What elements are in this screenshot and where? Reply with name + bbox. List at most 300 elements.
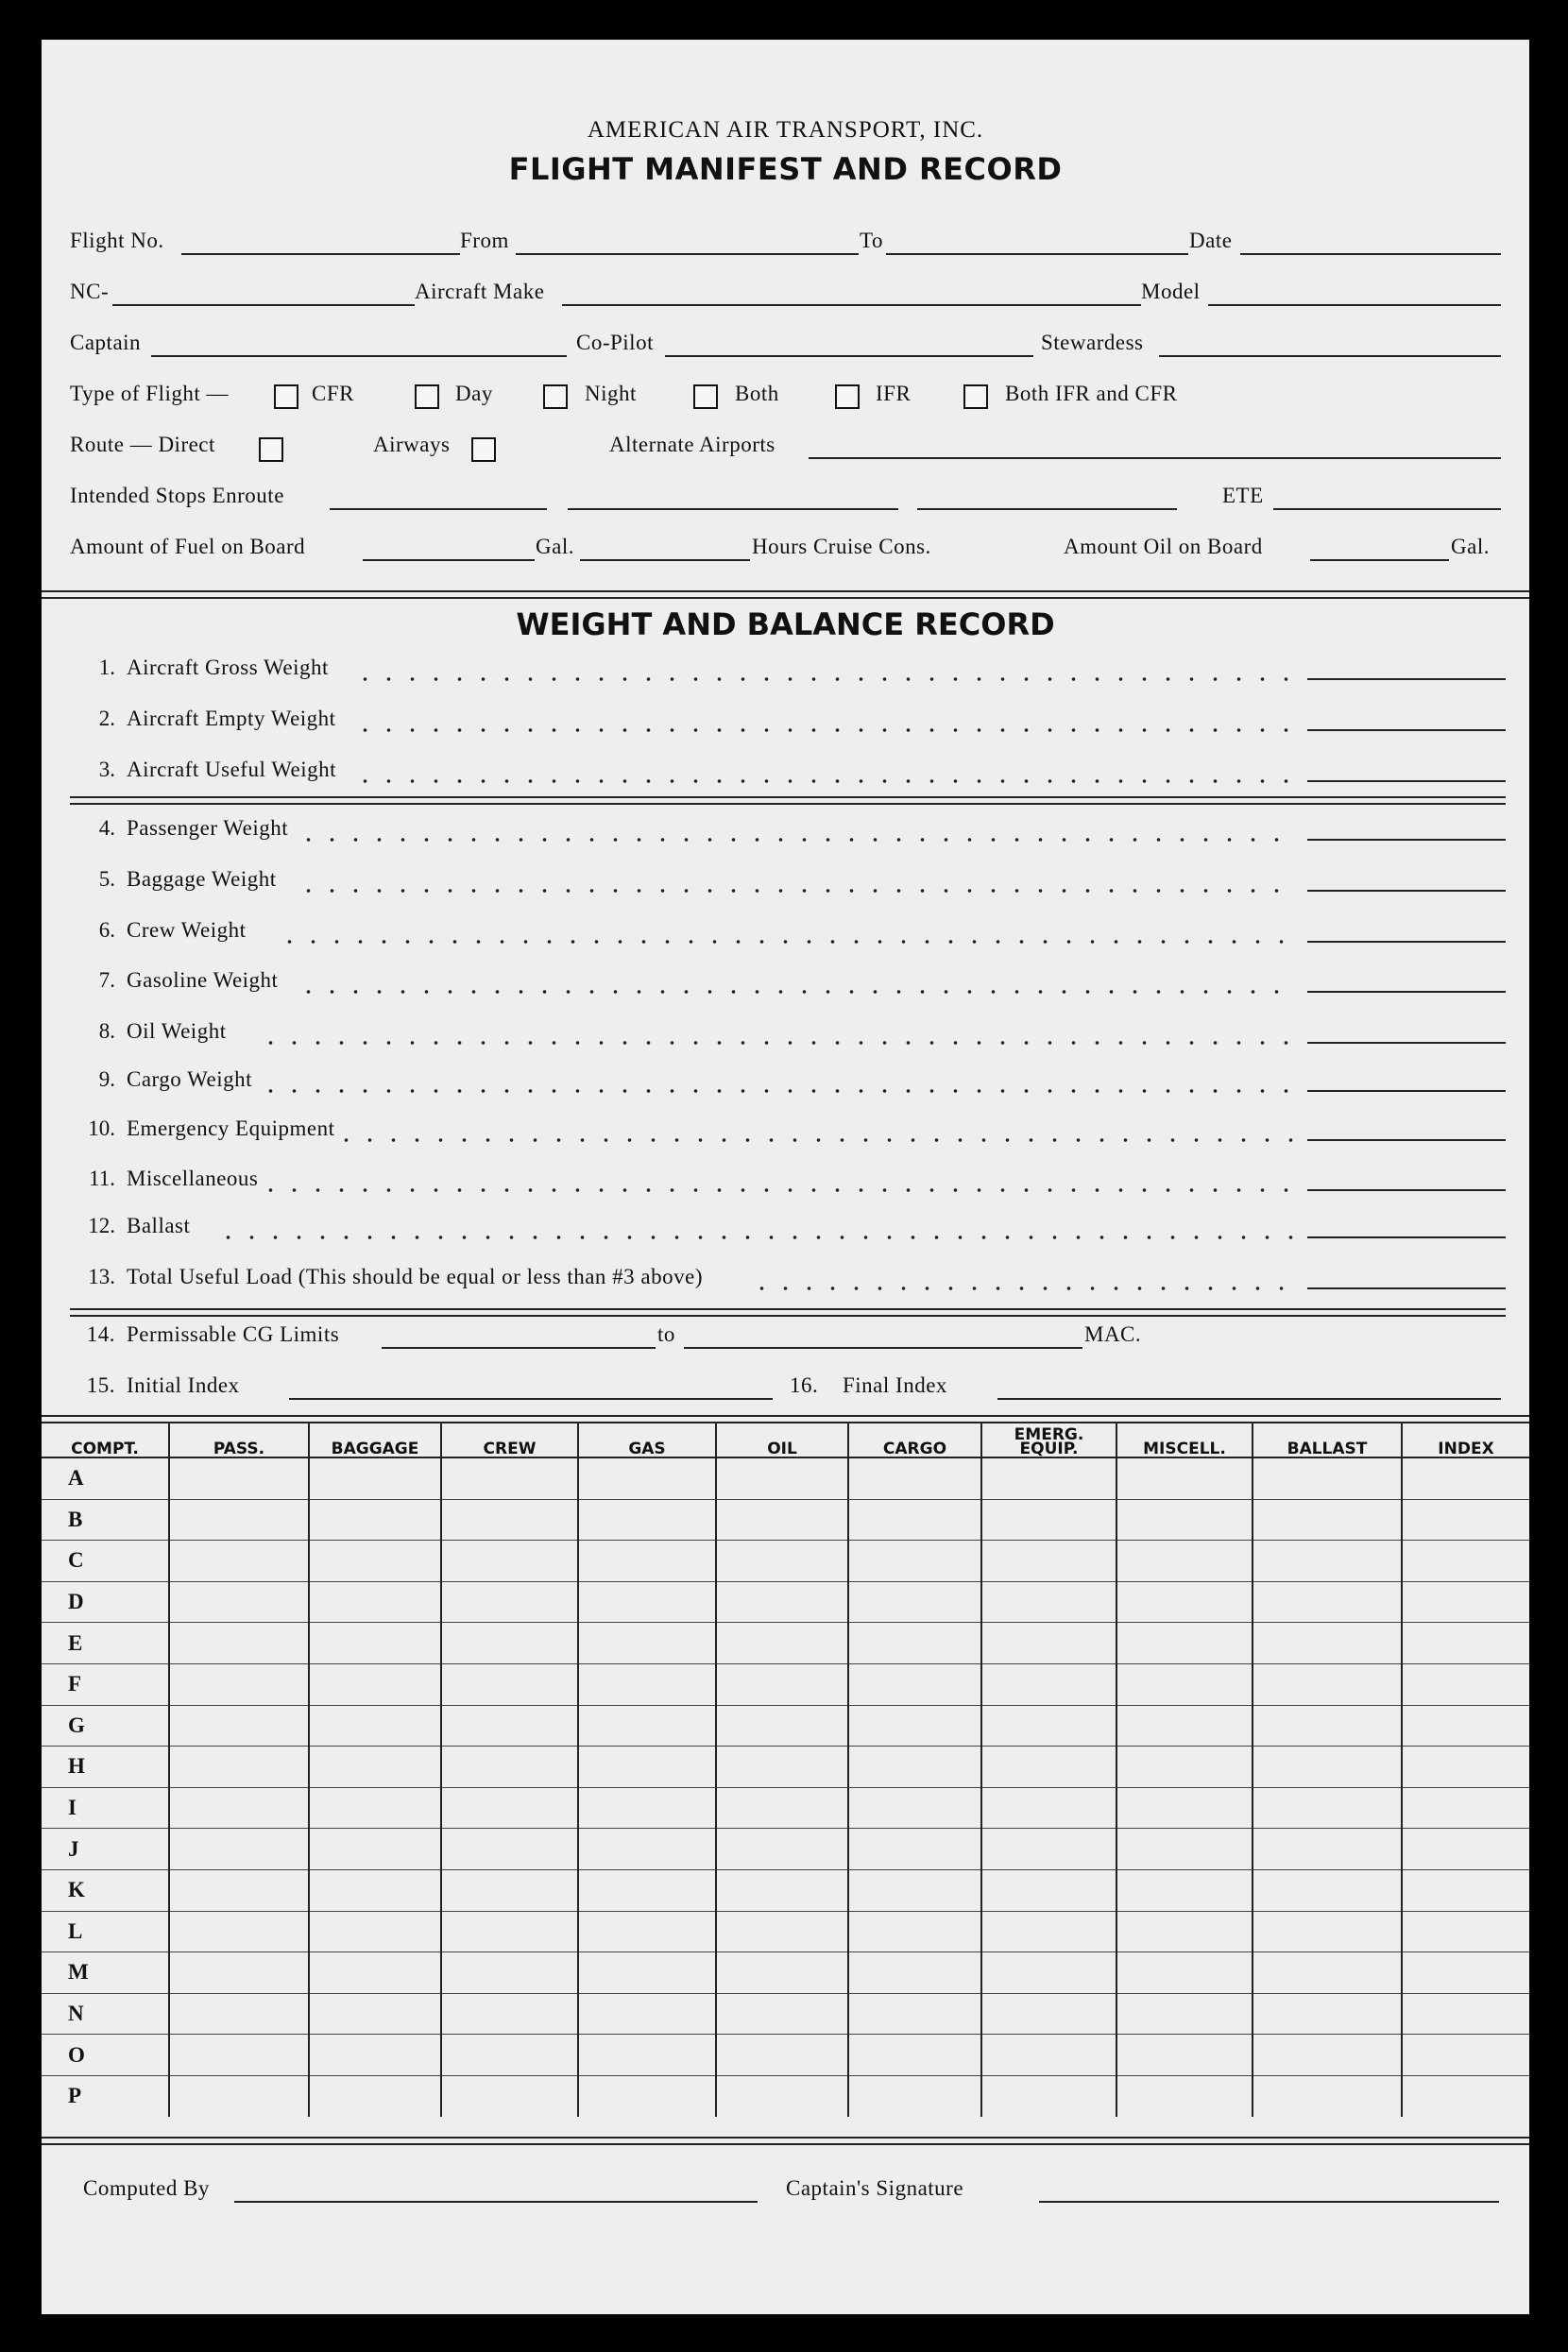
- grid-cell[interactable]: [169, 1952, 309, 1994]
- grid-cell[interactable]: [981, 1829, 1116, 1870]
- grid-cell[interactable]: [309, 1541, 441, 1582]
- grid-cell[interactable]: [169, 1787, 309, 1829]
- grid-col-header: EMERG. EQUIP.: [981, 1423, 1116, 1457]
- wb-row-number: 7.: [98, 968, 115, 992]
- grid-cell[interactable]: [1402, 1499, 1529, 1541]
- grid-col-header: PASS.: [169, 1423, 309, 1457]
- grid-row: [42, 1787, 1529, 1829]
- grid-cell[interactable]: [848, 1581, 981, 1623]
- grid-cell[interactable]: [1402, 1869, 1529, 1911]
- grid-cell[interactable]: [981, 1581, 1116, 1623]
- grid-cell[interactable]: [578, 1663, 716, 1705]
- grid-cell[interactable]: [169, 1911, 309, 1952]
- grid-cell[interactable]: [309, 1787, 441, 1829]
- grid-cell[interactable]: [441, 1787, 578, 1829]
- grid-row: [42, 2035, 1529, 2076]
- grid-cell[interactable]: [1402, 1911, 1529, 1952]
- grid-cell[interactable]: [309, 1663, 441, 1705]
- grid-cell[interactable]: [1253, 2075, 1402, 2116]
- grid-cell[interactable]: [1253, 1829, 1402, 1870]
- grid-cell[interactable]: [716, 1993, 848, 2035]
- wb-answer-field[interactable]: [1307, 941, 1506, 943]
- grid-cell[interactable]: [309, 2035, 441, 2076]
- grid-cell[interactable]: [169, 1623, 309, 1664]
- final-index-field[interactable]: [997, 1398, 1501, 1400]
- grid-row: [42, 1499, 1529, 1541]
- grid-cell[interactable]: [716, 2035, 848, 2076]
- cg-limits-row: [70, 1322, 1501, 1355]
- dot-leader: [259, 1187, 1298, 1193]
- cfr-checkbox[interactable]: [274, 384, 298, 409]
- grid-cell[interactable]: [848, 1911, 981, 1952]
- grid-row: [42, 1829, 1529, 1870]
- grid-cell[interactable]: [441, 1623, 578, 1664]
- grid-cell[interactable]: [441, 1541, 578, 1582]
- grid-cell[interactable]: [169, 2035, 309, 2076]
- wb-answer-field[interactable]: [1307, 1042, 1506, 1044]
- night-label: Night: [585, 382, 637, 405]
- grid-row: [42, 1952, 1529, 1994]
- wb-row: [70, 1167, 1506, 1201]
- grid-cell[interactable]: [1253, 1457, 1402, 1499]
- wb-row-label: Total Useful Load (This should be equal or less than #3 above): [127, 1265, 703, 1288]
- grid-cell[interactable]: [1253, 1787, 1402, 1829]
- grid-cell[interactable]: [1253, 1581, 1402, 1623]
- grid-row: [42, 1747, 1529, 1788]
- grid-cell[interactable]: [716, 1499, 848, 1541]
- index-row: [70, 1373, 1501, 1406]
- grid-cell[interactable]: [578, 1581, 716, 1623]
- alternate-airports-field[interactable]: [809, 457, 1501, 459]
- captain-signature-label: Captain's Signature: [786, 2176, 964, 2200]
- grid-cell[interactable]: [309, 1705, 441, 1747]
- aircraft-row: [70, 280, 1501, 312]
- grid-cell[interactable]: [1116, 2075, 1253, 2116]
- grid-cell[interactable]: [1253, 1541, 1402, 1582]
- wb-row-label: Aircraft Useful Weight: [127, 758, 337, 781]
- grid-cell[interactable]: [848, 2035, 981, 2076]
- grid-cell[interactable]: [1116, 1663, 1253, 1705]
- fuel-on-board-label: Amount of Fuel on Board: [70, 535, 306, 558]
- grid-cell[interactable]: [848, 1993, 981, 2035]
- initial-index-num: 15.: [86, 1373, 115, 1397]
- wb-answer-field[interactable]: [1307, 991, 1506, 993]
- grid-col-header: MISCELL.: [1116, 1423, 1253, 1457]
- grid-cell[interactable]: [716, 1829, 848, 1870]
- grid-cell[interactable]: [1116, 1581, 1253, 1623]
- grid-cell[interactable]: [169, 1869, 309, 1911]
- dot-leader: [216, 1235, 1298, 1240]
- grid-cell[interactable]: [169, 1993, 309, 2035]
- grid-cell[interactable]: [441, 1952, 578, 1994]
- wb-row-label: Gasoline Weight: [127, 968, 279, 992]
- grid-col-header: COMPT.: [42, 1423, 169, 1457]
- grid-cell[interactable]: [981, 2075, 1116, 2116]
- grid-cell[interactable]: [716, 1623, 848, 1664]
- grid-cell[interactable]: [848, 1952, 981, 1994]
- form-title: FLIGHT MANIFEST AND RECORD: [508, 151, 1063, 187]
- wb-row: [70, 1116, 1506, 1150]
- grid-cell[interactable]: [578, 1623, 716, 1664]
- grid-cell[interactable]: [1116, 1457, 1253, 1499]
- grid-cell[interactable]: [1116, 1787, 1253, 1829]
- wb-row-number: 12.: [88, 1214, 115, 1237]
- grid-cell[interactable]: [1402, 1541, 1529, 1582]
- stops-row: [70, 484, 1501, 516]
- oil-field[interactable]: [1310, 559, 1449, 561]
- wb-answer-field[interactable]: [1307, 1189, 1506, 1191]
- grid-cell[interactable]: [716, 1457, 848, 1499]
- co-pilot-field[interactable]: [665, 355, 1033, 357]
- grid-cell[interactable]: [848, 1499, 981, 1541]
- grid-cell[interactable]: [441, 2035, 578, 2076]
- grid-cell[interactable]: [981, 1787, 1116, 1829]
- wb-row-number: 8.: [98, 1019, 115, 1043]
- wb-row-label: Emergency Equipment: [127, 1116, 335, 1140]
- wb-row: [70, 758, 1506, 792]
- grid-cell[interactable]: [716, 1541, 848, 1582]
- grid-cell[interactable]: [309, 1457, 441, 1499]
- initial-index-label: Initial Index: [127, 1373, 240, 1397]
- grid-cell[interactable]: [309, 1623, 441, 1664]
- stewardess-label: Stewardess: [1041, 331, 1144, 354]
- from-field[interactable]: [516, 253, 859, 255]
- wb-row: [70, 968, 1506, 1002]
- grid-cell[interactable]: [1253, 1993, 1402, 2035]
- grid-cell[interactable]: [1253, 1911, 1402, 1952]
- model-field[interactable]: [1208, 304, 1501, 306]
- grid-cell[interactable]: [578, 2035, 716, 2076]
- weight-balance-title: WEIGHT AND BALANCE RECORD: [516, 606, 1055, 642]
- grid-cell[interactable]: [1116, 1869, 1253, 1911]
- grid-cell[interactable]: [1253, 1705, 1402, 1747]
- grid-cell[interactable]: [1116, 1993, 1253, 2035]
- grid-cell[interactable]: [309, 2075, 441, 2116]
- ete-field[interactable]: [1273, 508, 1501, 510]
- ifr-label: IFR: [876, 382, 912, 405]
- wb-row: [70, 1067, 1506, 1101]
- grid-cell[interactable]: [309, 1747, 441, 1788]
- grid-cell[interactable]: [441, 1747, 578, 1788]
- grid-cell[interactable]: [441, 1499, 578, 1541]
- grid-cell[interactable]: [1116, 1747, 1253, 1788]
- grid-cell[interactable]: [169, 2075, 309, 2116]
- grid-cell[interactable]: [169, 1663, 309, 1705]
- grid-cell[interactable]: [309, 1952, 441, 1994]
- wb-answer-field[interactable]: [1307, 1139, 1506, 1141]
- grid-cell[interactable]: [578, 1705, 716, 1747]
- stewardess-field[interactable]: [1159, 355, 1501, 357]
- grid-cell[interactable]: [716, 1663, 848, 1705]
- grid-col-header: CREW: [441, 1423, 578, 1457]
- grid-cell[interactable]: [578, 1457, 716, 1499]
- grid-cell[interactable]: [1253, 1623, 1402, 1664]
- compartment-label: G: [42, 1705, 169, 1747]
- grid-row: [42, 1705, 1529, 1747]
- oil-on-board-label: Amount Oil on Board: [1064, 535, 1263, 558]
- grid-cell[interactable]: [1116, 1499, 1253, 1541]
- wb-answer-field[interactable]: [1307, 890, 1506, 892]
- aircraft-make-field[interactable]: [562, 304, 1141, 306]
- wb-answer-field[interactable]: [1307, 1090, 1506, 1092]
- grid-cell[interactable]: [848, 2075, 981, 2116]
- grid-cell[interactable]: [578, 1499, 716, 1541]
- grid-cell[interactable]: [1116, 1705, 1253, 1747]
- aircraft-make-label: Aircraft Make: [415, 280, 545, 303]
- grid-row: [42, 1993, 1529, 2035]
- grid-cell[interactable]: [716, 1869, 848, 1911]
- grid-cell[interactable]: [309, 1829, 441, 1870]
- grid-cell[interactable]: [1116, 2035, 1253, 2076]
- grid-cell[interactable]: [716, 1787, 848, 1829]
- grid-col-header: BALLAST: [1253, 1423, 1402, 1457]
- grid-cell[interactable]: [1253, 1747, 1402, 1788]
- wb-row-label: Cargo Weight: [127, 1067, 252, 1091]
- night-checkbox[interactable]: [543, 384, 568, 409]
- grid-cell[interactable]: [1253, 2035, 1402, 2076]
- ifr-checkbox[interactable]: [835, 384, 860, 409]
- grid-cell[interactable]: [848, 1747, 981, 1788]
- grid-cell[interactable]: [1402, 1663, 1529, 1705]
- grid-cell[interactable]: [578, 1829, 716, 1870]
- grid-cell[interactable]: [578, 1787, 716, 1829]
- grid-cell[interactable]: [1402, 2035, 1529, 2076]
- grid-cell[interactable]: [1402, 2075, 1529, 2116]
- nc-field[interactable]: [112, 304, 415, 306]
- grid-cell[interactable]: [1402, 1581, 1529, 1623]
- both-ifr-cfr-checkbox[interactable]: [963, 384, 988, 409]
- route-direct-label: Route — Direct: [70, 433, 215, 456]
- dot-leader: [297, 989, 1298, 995]
- grid-cell[interactable]: [848, 1705, 981, 1747]
- grid-cell[interactable]: [848, 1869, 981, 1911]
- to-field[interactable]: [886, 253, 1188, 255]
- flight-no-field[interactable]: [181, 253, 460, 255]
- grid-cell[interactable]: [848, 1457, 981, 1499]
- grid-cell[interactable]: [1402, 1787, 1529, 1829]
- grid-cell[interactable]: [1402, 1829, 1529, 1870]
- grid-cell[interactable]: [1253, 1499, 1402, 1541]
- intended-stops-label: Intended Stops Enroute: [70, 484, 284, 507]
- flight-type-row: [70, 382, 1501, 414]
- grid-cell[interactable]: [169, 1705, 309, 1747]
- day-label: Day: [455, 382, 493, 405]
- stop-field-3[interactable]: [917, 508, 1177, 510]
- compartment-grid: [42, 1423, 1529, 2117]
- grid-row: [42, 1911, 1529, 1952]
- grid-cell[interactable]: [309, 1911, 441, 1952]
- wb-row-number: 11.: [89, 1167, 115, 1190]
- stop-field-2[interactable]: [568, 508, 898, 510]
- dot-leader: [353, 676, 1298, 682]
- wb-row: [70, 1214, 1506, 1248]
- compartment-label: K: [42, 1869, 169, 1911]
- ete-label: ETE: [1222, 484, 1264, 507]
- wb-answer-field[interactable]: [1307, 678, 1506, 680]
- grid-row: [42, 2075, 1529, 2116]
- grid-cell[interactable]: [981, 1663, 1116, 1705]
- wb-answer-field[interactable]: [1307, 839, 1506, 841]
- grid-cell[interactable]: [441, 1705, 578, 1747]
- cg-to-field[interactable]: [684, 1347, 1082, 1349]
- grid-cell[interactable]: [309, 1499, 441, 1541]
- grid-cell[interactable]: [441, 1663, 578, 1705]
- initial-index-field[interactable]: [289, 1398, 773, 1400]
- grid-cell[interactable]: [169, 1747, 309, 1788]
- wb-row: [70, 918, 1506, 952]
- compartment-label: D: [42, 1581, 169, 1623]
- dot-leader: [259, 1088, 1298, 1094]
- grid-cell[interactable]: [981, 1499, 1116, 1541]
- compartment-label: O: [42, 2035, 169, 2076]
- grid-cell[interactable]: [1253, 1869, 1402, 1911]
- wb-answer-field[interactable]: [1307, 729, 1506, 731]
- grid-cell[interactable]: [981, 1705, 1116, 1747]
- grid-cell[interactable]: [1402, 1705, 1529, 1747]
- dot-leader: [353, 778, 1298, 784]
- grid-cell[interactable]: [1253, 1952, 1402, 1994]
- dot-leader: [297, 888, 1298, 894]
- grid-cell[interactable]: [716, 1581, 848, 1623]
- grid-row: [42, 1663, 1529, 1705]
- wb-row: [70, 867, 1506, 901]
- airways-checkbox[interactable]: [471, 437, 496, 462]
- grid-cell[interactable]: [309, 1869, 441, 1911]
- grid-cell[interactable]: [1402, 1457, 1529, 1499]
- grid-cell[interactable]: [1402, 1747, 1529, 1788]
- date-label: Date: [1189, 229, 1233, 252]
- grid-cell[interactable]: [578, 1869, 716, 1911]
- grid-row: [42, 1581, 1529, 1623]
- grid-cell[interactable]: [169, 1541, 309, 1582]
- grid-cell[interactable]: [981, 2035, 1116, 2076]
- grid-cell[interactable]: [578, 1911, 716, 1952]
- grid-cell[interactable]: [169, 1457, 309, 1499]
- wb-row-number: 5.: [98, 867, 115, 891]
- wb-answer-field[interactable]: [1307, 1287, 1506, 1289]
- wb-row-number: 10.: [88, 1116, 115, 1140]
- grid-cell[interactable]: [1253, 1663, 1402, 1705]
- computed-by-field[interactable]: [234, 2201, 758, 2203]
- captain-field[interactable]: [151, 355, 567, 357]
- grid-cell[interactable]: [981, 1952, 1116, 1994]
- grid-cell[interactable]: [1116, 1829, 1253, 1870]
- grid-cell[interactable]: [981, 1623, 1116, 1664]
- hours-cruise-label: Hours Cruise Cons.: [752, 535, 931, 558]
- grid-cell[interactable]: [441, 2075, 578, 2116]
- grid-cell[interactable]: [309, 1993, 441, 2035]
- grid-cell[interactable]: [441, 1829, 578, 1870]
- grid-col-header: BAGGAGE: [309, 1423, 441, 1457]
- grid-cell[interactable]: [441, 1911, 578, 1952]
- wb-row-label: Miscellaneous: [127, 1167, 259, 1190]
- fuel-gal-label: Gal.: [536, 535, 574, 558]
- grid-cell[interactable]: [578, 1747, 716, 1788]
- grid-cell[interactable]: [716, 2075, 848, 2116]
- compartment-label: B: [42, 1499, 169, 1541]
- grid-cell[interactable]: [1402, 1623, 1529, 1664]
- grid-col-header: CARGO: [848, 1423, 981, 1457]
- grid-cell[interactable]: [981, 1993, 1116, 2035]
- grid-cell[interactable]: [1116, 1952, 1253, 1994]
- stop-field-1[interactable]: [330, 508, 547, 510]
- direct-checkbox[interactable]: [259, 437, 283, 462]
- grid-cell[interactable]: [981, 1911, 1116, 1952]
- grid-cell[interactable]: [1116, 1623, 1253, 1664]
- grid-cell[interactable]: [848, 1787, 981, 1829]
- grid-cell[interactable]: [441, 1869, 578, 1911]
- compartment-label: I: [42, 1787, 169, 1829]
- date-field[interactable]: [1240, 253, 1501, 255]
- grid-cell[interactable]: [848, 1623, 981, 1664]
- grid-cell[interactable]: [1116, 1911, 1253, 1952]
- wb-answer-field[interactable]: [1307, 1236, 1506, 1238]
- grid-cell[interactable]: [309, 1581, 441, 1623]
- cg-from-field[interactable]: [382, 1347, 656, 1349]
- flight-info-row: [70, 229, 1501, 261]
- wb-divider-2: [70, 1308, 1506, 1317]
- grid-cell[interactable]: [1402, 1993, 1529, 2035]
- wb-row: [70, 1265, 1506, 1299]
- both-checkbox[interactable]: [693, 384, 718, 409]
- grid-row: [42, 1457, 1529, 1499]
- dot-leader: [750, 1286, 1298, 1291]
- grid-cell[interactable]: [169, 1499, 309, 1541]
- crew-row: [70, 331, 1501, 363]
- grid-cell[interactable]: [848, 1829, 981, 1870]
- grid-cell[interactable]: [981, 1541, 1116, 1582]
- grid-cell[interactable]: [1402, 1952, 1529, 1994]
- grid-cell[interactable]: [981, 1747, 1116, 1788]
- grid-cell[interactable]: [169, 1829, 309, 1870]
- grid-cell[interactable]: [578, 1541, 716, 1582]
- grid-cell[interactable]: [441, 1581, 578, 1623]
- grid-cell[interactable]: [578, 1993, 716, 2035]
- computed-by-label: Computed By: [83, 2176, 210, 2200]
- grid-cell[interactable]: [716, 1705, 848, 1747]
- compartment-label: N: [42, 1993, 169, 2035]
- grid-cell[interactable]: [441, 1457, 578, 1499]
- grid-cell[interactable]: [716, 1952, 848, 1994]
- grid-cell[interactable]: [848, 1663, 981, 1705]
- grid-cell[interactable]: [716, 1911, 848, 1952]
- wb-answer-field[interactable]: [1307, 780, 1506, 782]
- grid-cell[interactable]: [169, 1581, 309, 1623]
- grid-cell[interactable]: [716, 1747, 848, 1788]
- wb-divider-1: [70, 796, 1506, 805]
- wb-row-label: Aircraft Gross Weight: [127, 656, 329, 679]
- grid-cell[interactable]: [1116, 1541, 1253, 1582]
- route-row: [70, 433, 1501, 465]
- day-checkbox[interactable]: [415, 384, 439, 409]
- captain-signature-field[interactable]: [1039, 2201, 1499, 2203]
- dot-leader: [353, 727, 1298, 733]
- grid-cell[interactable]: [578, 2075, 716, 2116]
- grid-cell[interactable]: [578, 1952, 716, 1994]
- grid-cell[interactable]: [848, 1541, 981, 1582]
- type-of-flight-label: Type of Flight —: [70, 382, 230, 405]
- grid-row: [42, 1623, 1529, 1664]
- grid-cell[interactable]: [441, 1993, 578, 2035]
- wb-row: [70, 656, 1506, 690]
- final-index-label: Final Index: [843, 1373, 947, 1397]
- hours-cruise-field[interactable]: [580, 559, 750, 561]
- wb-row-number: 2.: [98, 707, 115, 730]
- cg-num: 14.: [86, 1322, 115, 1346]
- grid-cell[interactable]: [981, 1457, 1116, 1499]
- grid-cell[interactable]: [981, 1869, 1116, 1911]
- fuel-field[interactable]: [363, 559, 535, 561]
